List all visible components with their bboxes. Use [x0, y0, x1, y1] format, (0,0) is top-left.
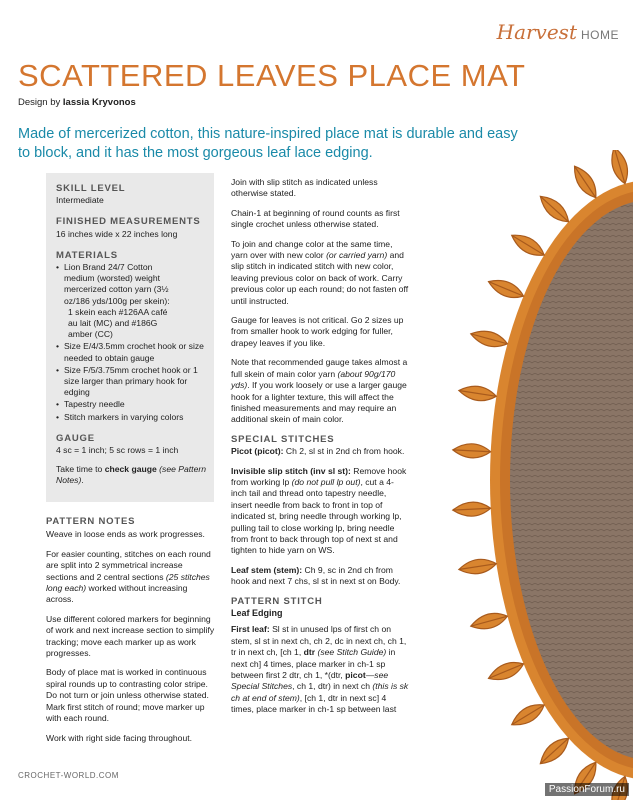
stitch-picot: Picot (picot): Ch 2, sl st in 2nd ch from hook. — [231, 446, 405, 457]
notes-paragraph: Gauge for leaves is not critical. Go 2 sizes up from smaller hook to work edging for fuller, drapey leaves if you like. — [231, 315, 404, 348]
section-brand — [497, 20, 619, 44]
brand-script-text: Harvest — [496, 20, 577, 44]
materials-list — [56, 262, 206, 423]
leaf-motif — [458, 384, 498, 404]
notes-paragraph: For easier counting, stitches on each round are split into 2 symmetrical increase sections and 2 central sections (25 stitches long each) worked without increasing across. — [46, 548, 211, 605]
stitch-invisible-slip: Invisible slip stitch (inv sl st): Remove hook from working lp (do not pull lp out), cut a 4-inch tail and thread onto tapestry needle, insert needle from back to front in top of indicated st, bring needle through working lp, pulling tail to close working lp, bring needle from front to back through top of next st and tighten to hide yarn on WS. — [231, 465, 407, 556]
materials-heading: MATERIALS — [56, 249, 118, 261]
stitch-leaf-stem: Leaf stem (stem): Ch 9, sc in 2nd ch from hook and next 7 chs, sl st in next st on Body. — [231, 564, 401, 587]
designer-name: Iassia Kryvonos — [62, 97, 136, 108]
first-leaf-instructions: First leaf: Sl st in unused lps of first ch on stem, sl st in next ch, ch 2, dc in next ch, ch 1, tr in next ch, [ch 1, dtr (see Stitch Guide) in next ch] 4 times, place marker in ch-1 sp between first 2 dtr, ch 1, *(dtr, picot—see Special Stitches, ch 1, dtr) in next ch (this is sk ch at end of stem), [ch 1, dtr in next sc] 4 times, place marker in ch-1 sp between last — [231, 624, 409, 715]
notes-paragraph: Work with right side facing throughout. — [46, 732, 193, 743]
leaf-motif — [469, 609, 509, 632]
page-title: SCATTERED LEAVES PLACE MAT — [18, 58, 526, 93]
gauge-note: Take time to check gauge (see Pattern Notes). — [56, 464, 206, 486]
brand-section-label: HOME — [581, 28, 619, 42]
leaf-motif — [508, 229, 548, 261]
materials-sidebar — [46, 173, 214, 502]
leaf-motif — [536, 733, 574, 769]
leaf-motif — [536, 191, 574, 227]
leaf-edging-heading: Leaf Edging — [231, 608, 283, 618]
byline: Design by Iassia Kryvonos — [18, 97, 136, 108]
gauge-value: 4 sc = 1 inch; 5 sc rows = 1 inch — [56, 445, 179, 456]
notes-paragraph: Weave in loose ends as work progresses. — [46, 529, 205, 540]
footer-url: CROCHET-WORLD.COM — [18, 771, 119, 780]
list-item: • Tapestry needle — [56, 399, 206, 410]
leaf-motif — [486, 657, 526, 684]
notes-paragraph: Note that recommended gauge takes almost a full skein of main color yarn (about 90g/170 yds). If you work loosely or use a larger gauge hook for a lighter texture, this will affect the finished measurements and may require an additional skein of main color. — [231, 357, 408, 425]
leaf-motif — [569, 162, 602, 201]
list-item: • Size E/4/3.5mm crochet hook or size needed to obtain gauge — [56, 341, 206, 363]
list-item: • Lion Brand 24/7 Cotton medium (worsted) weight mercerized cotton yarn (3½ oz/186 yds/100g per skein): 1 skein each #126AA café au lait (MC) and #186G amber (CC) — [56, 262, 206, 340]
gauge-heading: GAUGE — [56, 432, 95, 444]
notes-heading: PATTERN NOTES — [46, 516, 136, 527]
leaf-motif — [607, 150, 631, 186]
pattern-stitch-heading: PATTERN STITCH — [231, 595, 323, 607]
notes-paragraph: To join and change color at the same time, yarn over with new color (or carried yarn) and slip stitch in indicated stitch with new color, leaving previous color on back of work. Carry previous color up each round; do not fasten off until instructed. — [231, 238, 409, 306]
instructions-column — [231, 177, 409, 724]
notes-paragraph: Chain-1 at beginning of round counts as first single crochet unless otherwise stated. — [231, 207, 400, 230]
notes-paragraph: Body of place mat is worked in continuous spiral rounds up to contrasting color stripe. Do not turn or join unless otherwise stated. Mark first stitch of round; move marker up with each round. — [46, 667, 209, 724]
intro-text: Made of mercerized cotton, this nature-inspired place mat is durable and easy to block, and it has the most gorgeous leaf lace edging. — [18, 126, 518, 161]
list-item: • Stitch markers in varying colors — [56, 412, 206, 423]
leaf-motif — [458, 557, 498, 577]
skill-value: Intermediate — [56, 195, 104, 206]
place-mat-photo — [400, 150, 633, 800]
leaf-motif — [486, 275, 526, 302]
leaf-motif — [508, 699, 548, 731]
measurements-value: 16 inches wide x 22 inches long — [56, 228, 178, 239]
watermark: PassionForum.ru — [545, 783, 629, 796]
leaf-motif — [452, 443, 491, 459]
leaf-motif — [469, 327, 509, 350]
leaf-motif — [452, 501, 491, 517]
notes-paragraph: Use different colored markers for beginning of work and next increase section to simplify tracking; move each marker up as work progresses. — [46, 613, 215, 659]
pattern-notes — [46, 516, 216, 752]
notes-paragraph: Join with slip stitch as indicated unless otherwise stated. — [231, 177, 378, 199]
special-stitches-heading: SPECIAL STITCHES — [231, 433, 335, 445]
skill-heading: SKILL LEVEL — [56, 183, 126, 194]
measurements-heading: FINISHED MEASUREMENTS — [56, 216, 201, 228]
list-item: • Size F/5/3.75mm crochet hook or 1 size larger than primary hook for edging — [56, 365, 206, 399]
